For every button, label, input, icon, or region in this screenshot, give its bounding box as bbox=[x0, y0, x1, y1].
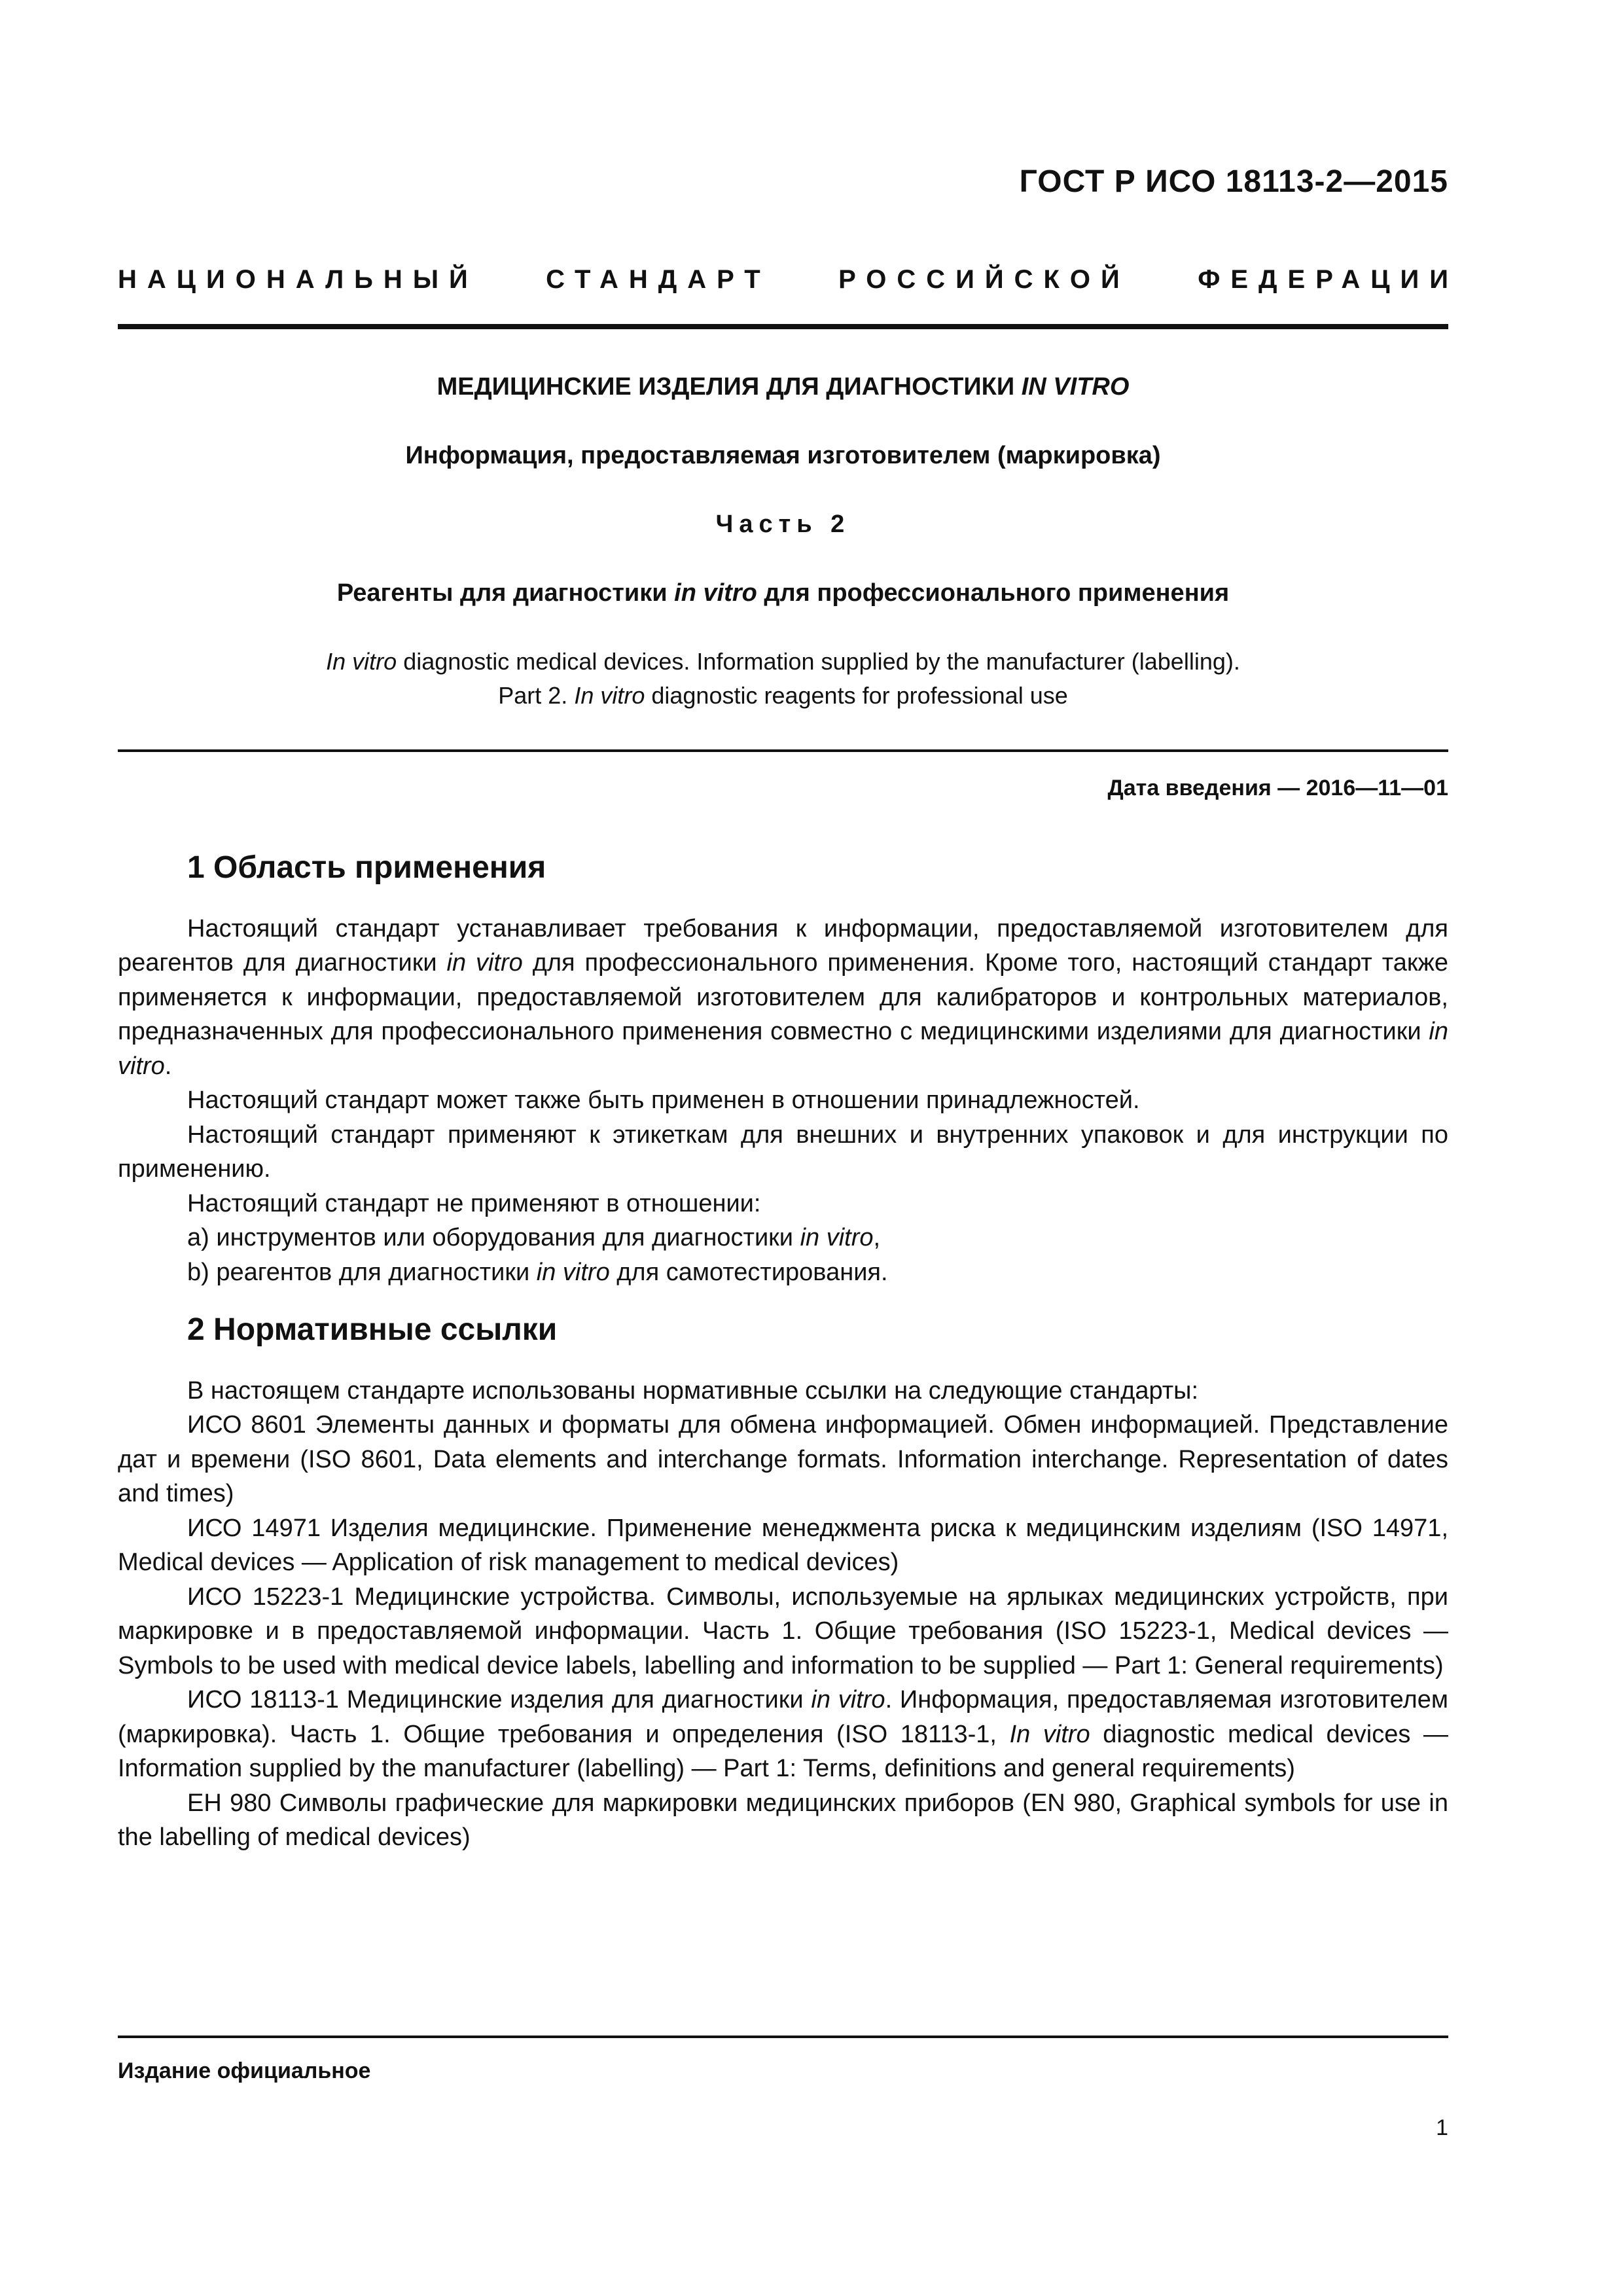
reference-iso-18113-1: ИСО 18113-1 Медицинские изделия для диагностики in vitro. Информация, предоставляемая изготовителем (маркировка). Часть 1. Общие требования и определения (ISO 18113-1, In vitro diagnostic medical devices — Information supplied by the manufacturer (labelling) — Part 1: Terms, definitions and general requirements) bbox=[118, 1686, 1448, 1782]
banner-word-3: РОССИЙСКОЙ bbox=[838, 265, 1130, 294]
scope-paragraph-1: Настоящий стандарт устанавливает требования к информации, предоставляемой изготовителем для реагентов для диагностики in vitro для профессионального применения. Кроме того, настоящий стандарт также применяется к информации, предоставляемой изготовителем для калибраторов и контрольных материалов, предназначенных для профессионального применения совместно с медицинскими изделиями для диагностики in vitro. bbox=[118, 914, 1449, 1080]
footer-divider bbox=[118, 2036, 1448, 2038]
part-title: Реагенты для диагностики in vitro для профессионального применения bbox=[336, 579, 1230, 607]
banner-word-2: СТАНДАРТ bbox=[546, 265, 771, 294]
reference-en-980: ЕН 980 Символы графические для маркировки медицинских приборов (EN 980, Graphical symbols for use in the labelling of medical devices) bbox=[118, 1789, 1448, 1851]
national-standard-banner bbox=[118, 265, 1459, 295]
introduction-date: Дата введения — 2016—11—01 bbox=[1107, 776, 1448, 800]
english-title-line-2: Part 2. In vitro diagnostic reagents for professional use bbox=[498, 682, 1068, 709]
reference-iso-14971: ИСО 14971 Изделия медицинские. Применение менеджмента риска к медицинским изделиям (ISO 14971, Medical devices — Application of risk management to medical devices) bbox=[118, 1514, 1448, 1576]
scope-list-item-b: b) реагентов для диагностики in vitro для самотестирования. bbox=[187, 1258, 888, 1286]
section-heading-normative-references: 2 Нормативные ссылки bbox=[187, 1312, 558, 1347]
reference-iso-8601: ИСО 8601 Элементы данных и форматы для обмена информацией. Обмен информацией. Представление дат и времени (ISO 8601, Data elements and interchange formats. Information interchange. Representation of dates and times) bbox=[118, 1411, 1448, 1507]
scope-paragraph-4: Настоящий стандарт не применяют в отношении: bbox=[187, 1189, 761, 1217]
banner-word-4: ФЕДЕРАЦИИ bbox=[1198, 265, 1459, 294]
document-id: ГОСТ Р ИСО 18113-2—2015 bbox=[1019, 164, 1448, 199]
title-divider bbox=[118, 749, 1448, 752]
english-title bbox=[118, 645, 1448, 713]
document-page bbox=[118, 0, 1459, 2296]
reference-iso-15223-1: ИСО 15223-1 Медицинские устройства. Символы, используемые на ярлыках медицинских устройств, при маркировке и в предоставляемой информации. Часть 1. Общие требования (ISO 15223-1, Medical devices — Symbols to be used with medical device labels, labelling and information to be supplied — Part 1: General requirements) bbox=[118, 1583, 1448, 1679]
official-edition-label: Издание официальное bbox=[118, 2058, 371, 2083]
banner-word-1: НАЦИОНАЛЬНЫЙ bbox=[118, 265, 478, 294]
document-subtitle: Информация, предоставляемая изготовителем (маркировка) bbox=[405, 442, 1161, 469]
header-divider bbox=[118, 324, 1448, 329]
document-title: МЕДИЦИНСКИЕ ИЗДЕЛИЯ ДЛЯ ДИАГНОСТИКИ IN VITRO bbox=[437, 373, 1130, 401]
document-body bbox=[118, 851, 1448, 1855]
english-title-line-1: In vitro diagnostic medical devices. Information supplied by the manufacturer (labelling). bbox=[326, 648, 1240, 675]
refs-intro: В настоящем стандарте использованы нормативные ссылки на следующие стандарты: bbox=[187, 1376, 1199, 1405]
page-number: 1 bbox=[1436, 2115, 1448, 2140]
scope-paragraph-3: Настоящий стандарт применяют к этикеткам для внешних и внутренних упаковок и для инструкции по применению. bbox=[118, 1121, 1448, 1183]
part-label: Часть 2 bbox=[715, 511, 851, 538]
scope-paragraph-2: Настоящий стандарт может также быть применен в отношении принадлежностей. bbox=[187, 1086, 1140, 1114]
scope-list-item-a: a) инструментов или оборудования для диагностики in vitro, bbox=[187, 1224, 881, 1251]
section-heading-scope: 1 Область применения bbox=[187, 850, 546, 885]
